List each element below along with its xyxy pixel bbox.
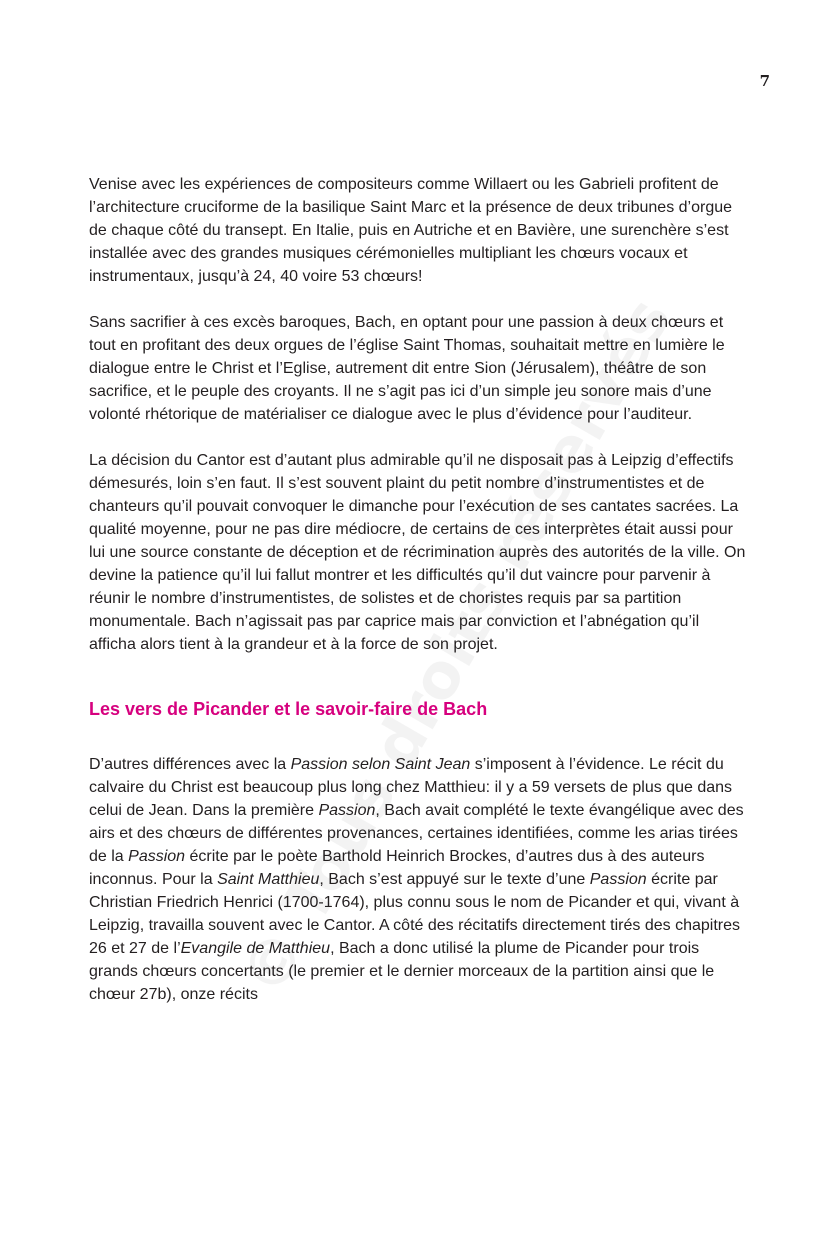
italic-title: Passion [128, 848, 186, 865]
paragraph [89, 753, 749, 1006]
italic-title: Saint Matthieu [217, 871, 320, 888]
text-run: , Bach a donc utilisé la plume de Picander pour trois grands chœurs concertants (le premier et le dernier morceaux de la partition ainsi que le chœur 27b), onze récits [89, 940, 715, 1003]
italic-title: Passion [589, 871, 647, 888]
page-number: 7 [759, 72, 770, 90]
section-heading: Les vers de Picander et le savoir-faire de Bach [89, 699, 488, 719]
text-run: D’autres différences avec la [89, 756, 291, 773]
text-run: , Bach avait complété le texte évangélique avec des airs et des chœurs de différentes provenances, certaines identifiées, comme les arias tirées de la [89, 802, 744, 865]
paragraph: La décision du Cantor est d’autant plus admirable qu’il ne disposait pas à Leipzig d’effectifs démesurés, loin s’en faut. Il s’est souvent plaint du petit nombre d’instrumentistes et de chanteurs qu’il pouvait convoquer le dimanche pour l’exécution de ses cantates sacrées. La qualité moyenne, pour ne pas dire médiocre, de certains de ces interprètes était aussi pour lui une source constante de déception et de récrimination auprès des autorités de la ville. On devine la patience qu’il lui fallut montrer et les difficultés qu’il dut vaincre pour parvenir à réunir le nombre d’instrumentistes, de solistes et de choristes requis par sa partition monumentale. Bach n’agissait pas par caprice mais par conviction et l’abnégation qu’il afficha alors tient à la grandeur et à la force de son projet. [89, 452, 746, 653]
text-run: écrite par le poète Barthold Heinrich Brockes, d’autres dus à des auteurs inconnus. Pour la [89, 848, 705, 888]
paragraph: Venise avec les expériences de compositeurs comme Willaert ou les Gabrieli profitent de l’architecture cruciforme de la basilique Saint Marc et la présence de deux tribunes d’orgue de chaque côté du transept. En Italie, puis en Autriche et en Bavière, une surenchère s’est installée avec des grandes musiques cérémonielles multipliant les chœurs vocaux et instrumentaux, jusqu’à 24, 40 voire 53 chœurs! [89, 176, 733, 285]
italic-title: Passion selon Saint Jean [290, 756, 471, 773]
italic-title: Evangile de Matthieu [180, 940, 331, 957]
page-body [89, 173, 749, 1006]
paragraph: Sans sacrifier à ces excès baroques, Bach, en optant pour une passion à deux chœurs et tout en profitant des deux orgues de l’église Saint Thomas, souhaitait mettre en lumière le dialogue entre le Christ et l’Eglise, autrement dit entre Sion (Jérusalem), théâtre de son sacrifice, et le peuple des croyants. Il ne s’agit pas ici d’un simple jeu sonore mais d’une volonté rhétorique de matérialiser ce dialogue avec le plus d’évidence pour l’auditeur. [89, 314, 725, 423]
text-run: , Bach s’est appuyé sur le texte d’une [319, 871, 590, 888]
text-run: s’imposent à l’évidence. Le récit du calvaire du Christ est beaucoup plus long chez Matthieu: il y a 59 versets de plus que dans celui de Jean. Dans la première [89, 756, 733, 819]
text-run: écrite par Christian Friedrich Henrici (1700-1764), plus connu sous le nom de Picander et qui, vivant à Leipzig, travailla souvent avec le Cantor. A côté des récitatifs directement tirés des chapitres 26 et 27 de l’ [89, 871, 740, 957]
italic-title: Passion [318, 802, 376, 819]
